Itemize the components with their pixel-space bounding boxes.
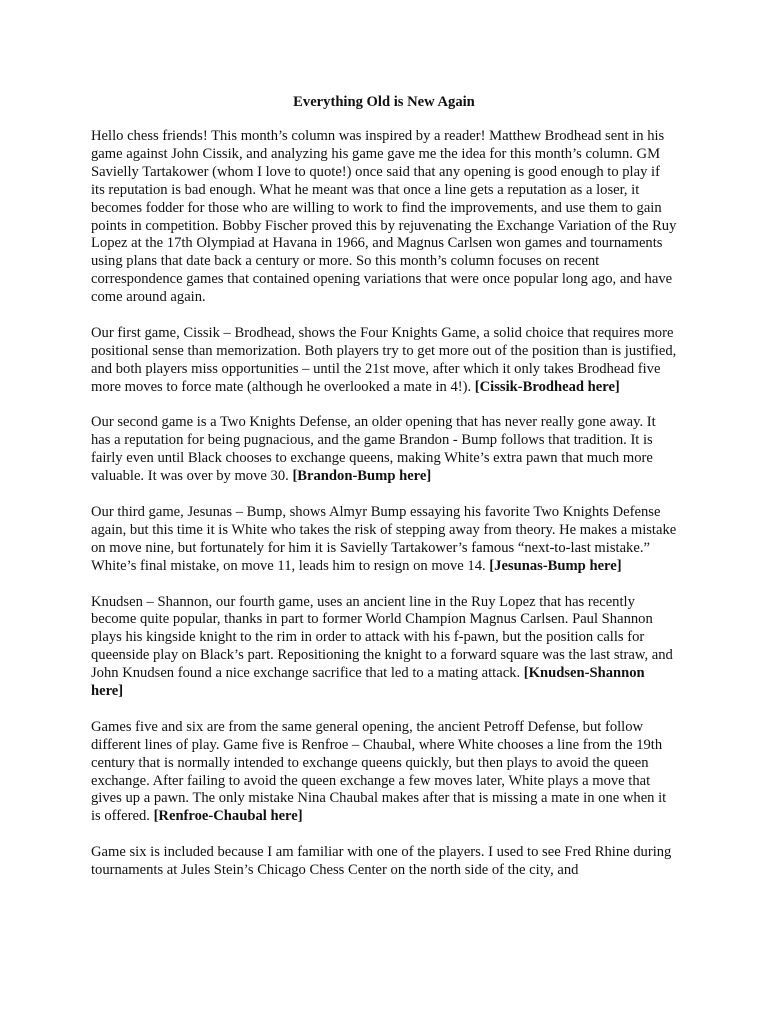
game-placeholder-knudsen-shannon: [Knudsen-Shannon here] — [91, 665, 645, 700]
game-placeholder-brandon-bump: [Brandon-Bump here] — [292, 468, 432, 485]
paragraph-game-5 — [91, 719, 677, 826]
paragraph-game-3 — [91, 504, 677, 576]
paragraph-game-4 — [91, 594, 677, 701]
document-title: Everything Old is New Again — [293, 94, 475, 110]
paragraph-text: Knudsen – Shannon, our fourth game, uses an ancient line in the Ruy Lopez that has recently become quite popular, thanks in part to former World Champion Magnus Carlsen. Paul Shannon plays his kingside knight to the rim in order to attack with his f-pawn, but the position calls for queenside play on Black’s part. Repositioning the knight to a forward square was the last straw, and John Knudsen found a nice exchange sacrifice that led to a mating attack. — [91, 593, 673, 682]
paragraph-text: Games five and six are from the same general opening, the ancient Petroff Defense, but follow different lines of play. Game five is Renfroe – Chaubal, where White chooses a line from the 19th century that is normally intended to exchange queens quickly, but then plays to avoid the queen exchange. After failing to avoid the queen exchange a few moves later, White plays a move that gives up a pawn. The only mistake Nina Chaubal makes after that is missing a mate in one when it is offered. — [91, 718, 667, 825]
game-placeholder-jesunas-bump: [Jesunas-Bump here] — [489, 557, 622, 574]
document-page — [91, 93, 677, 898]
paragraph-text: Hello chess friends! This month’s column was inspired by a reader! Matthew Brodhead sent in his game against John Cissik, and analyzing his game gave me the idea for this month’s column. GM Savielly Tartakower (whom I love to quote!) once said that any opening is good enough to play if its reputation is bad enough. What he meant was that once a line gets a reputation as a loser, it becomes fodder for those who are willing to work to find the improvements, and use them to gain points in competition. Bobby Fischer proved this by rejuvenating the Exchange Variation of the Ruy Lopez at the 17th Olympiad at Havana in 1966, and Magnus Carlsen won games and tournaments using plans that date back a century or more. So this month’s column focuses on recent correspondence games that contained opening variations that were once popular long ago, and have come around again. — [91, 128, 677, 306]
paragraph-text: Our third game, Jesunas – Bump, shows Almyr Bump essaying his favorite Two Knights Defense again, but this time it is White who takes the risk of stepping away from theory. He makes a mistake on move nine, but fortunately for him it is Savielly Tartakower’s famous “next-to-last mistake.” White’s final mistake, on move 11, leads him to resign on move 14. — [91, 503, 677, 574]
paragraph-game-6 — [91, 844, 677, 880]
paragraph-text: Game six is included because I am familiar with one of the players. I used to see Fred Rhine during tournaments at Jules Stein’s Chicago Chess Center on the north side of the city, and — [91, 844, 672, 879]
game-placeholder-cissik-brodhead: [Cissik-Brodhead here] — [474, 378, 620, 395]
game-placeholder-renfroe-chaubal: [Renfroe-Chaubal here] — [153, 808, 303, 825]
paragraph-game-1 — [91, 325, 677, 397]
paragraph-game-2 — [91, 414, 677, 486]
paragraph-text: Our first game, Cissik – Brodhead, shows the Four Knights Game, a solid choice that requires more positional sense than memorization. Both players try to get more out of the position than is justified, and both players miss opportunities – until the 21st move, after which it only takes Brodhead five more moves to force mate (although he overlooked a mate in 4!). — [91, 324, 677, 395]
paragraph-intro — [91, 128, 677, 307]
paragraph-text: Our second game is a Two Knights Defense, an older opening that has never really gone away. It has a reputation for being pugnacious, and the game Brandon - Bump follows that tradition. It is fairly even until Black chooses to exchange queens, making White’s extra pawn that much more valuable. It was over by move 30. — [91, 414, 656, 485]
